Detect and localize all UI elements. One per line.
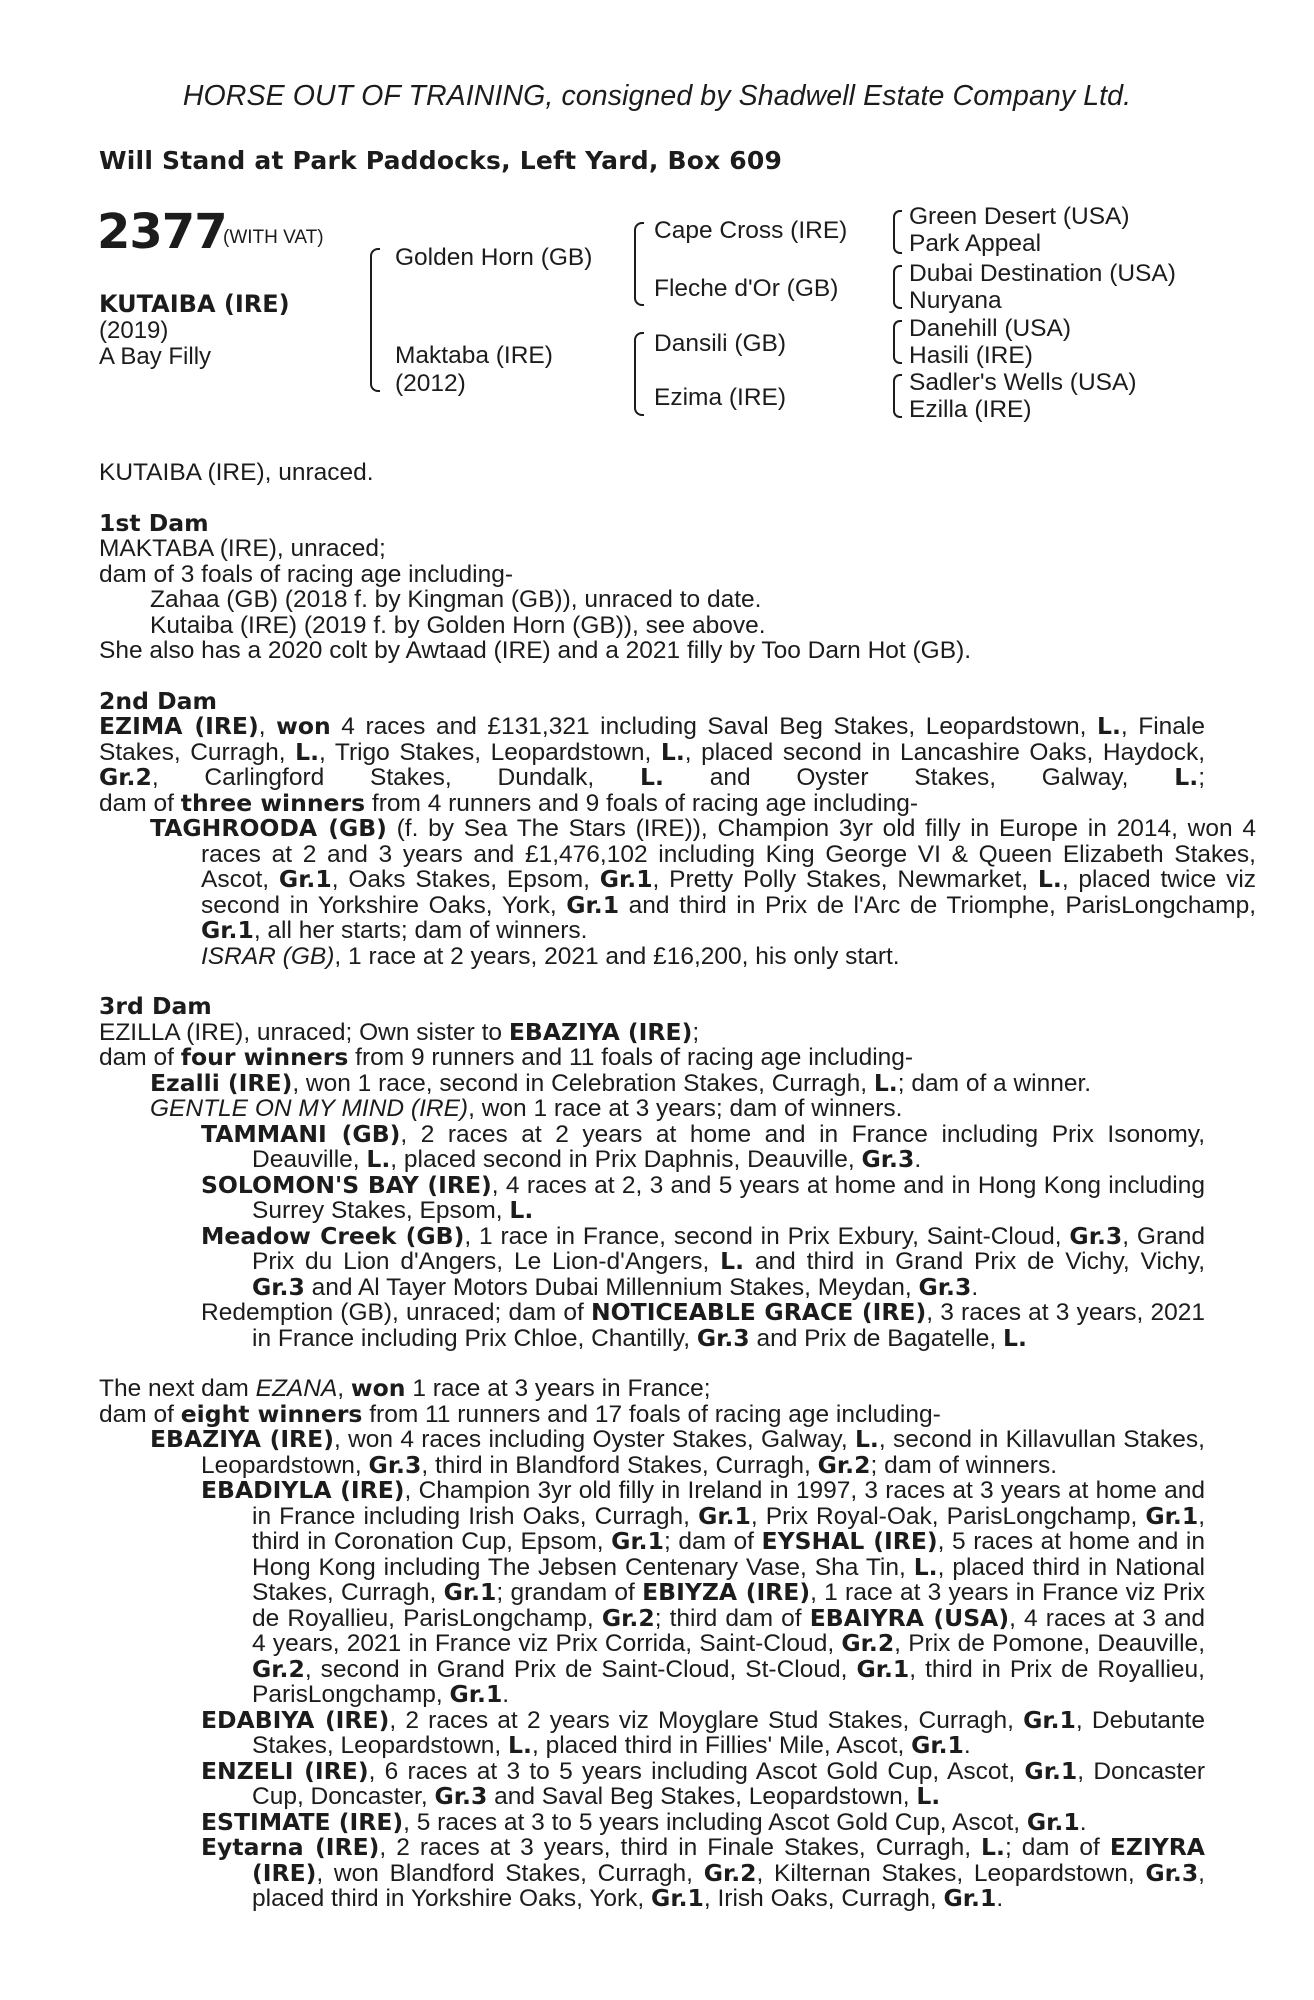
horse-name-bold: TAGHROODA (GB) (150, 814, 387, 842)
pedigree-dam-dam: Ezima (IRE) (654, 384, 787, 411)
produce-entry: ESTIMATE (IRE), 5 races at 3 to 5 years including Ascot Gold Cup, Ascot, Gr.1. (201, 1807, 1087, 1836)
first-dam-foal: Zahaa (GB) (2018 f. by Kingman (GB)), unraced to date. (150, 586, 762, 613)
second-dam-produce: dam of three winners from 4 runners and 9 foals of racing age including- (99, 788, 919, 817)
produce-entry: SOLOMON'S BAY (IRE), 4 races at 2, 3 and 5 years at home and in Hong Kong including Surrey Stakes, Epsom, L. (201, 1170, 1205, 1224)
pedigree-bracket (893, 210, 902, 254)
pedigree-g6: Hasili (IRE) (909, 342, 1033, 369)
produce-entry: EDABIYA (IRE), 2 races at 2 years viz Moyglare Stud Stakes, Curragh, Gr.1, Debutante Stakes, Leopardstown, L., placed third in Fillies' Mile, Ascot, Gr.1. (201, 1705, 1205, 1759)
third-dam-heading: 3rd Dam (99, 992, 212, 1020)
pedigree-g7: Sadler's Wells (USA) (909, 369, 1137, 396)
produce-entry: Eytarna (IRE), 2 races at 3 years, third in Finale Stakes, Curragh, L.; dam of EZIYRA (IRE), won Blandford Stakes, Curragh, Gr.2, Kilternan Stakes, Leopardstown, Gr.3, placed third in Yorkshire Oaks, York, Gr.1, Irish Oaks, Curragh, Gr.1. (201, 1833, 1205, 1912)
pedigree-g4: Nuryana (909, 287, 1002, 314)
pedigree-sire: Golden Horn (GB) (395, 244, 593, 271)
first-dam-line: dam of 3 foals of racing age including- (99, 560, 514, 588)
horse-name: KUTAIBA (IRE) (99, 290, 290, 318)
pedigree-sire-dam: Fleche d'Or (GB) (654, 275, 839, 302)
third-dam-line: EZILLA (IRE), unraced; Own sister to EBAZIYA (IRE); (99, 1017, 700, 1046)
pedigree-bracket (370, 248, 380, 392)
third-dam-produce: dam of four winners from 9 runners and 11 foals of racing age including- (99, 1043, 914, 1071)
horse-description: A Bay Filly (99, 343, 212, 370)
produce-entry: ISRAR (GB), 1 race at 2 years, 2021 and £16,200, his only start. (201, 942, 900, 970)
pedigree-dam: Maktaba (IRE) (395, 342, 553, 369)
pedigree-bracket (634, 332, 644, 416)
pedigree-bracket (893, 320, 902, 364)
pedigree-g1: Green Desert (USA) (909, 203, 1130, 230)
stand-location: Will Stand at Park Paddocks, Left Yard, Box 609 (99, 146, 783, 175)
produce-entry: TAGHROODA (GB) (f. by Sea The Stars (IRE)), Champion 3yr old filly in Europe in 2014, won 4 races at 2 and 3 years and £1,476,102 including King George VI & Queen Elizabeth Stakes, Ascot, Gr.1, Oaks Stakes, Epsom, Gr.1, Pretty Polly Stakes, Newmarket, L., placed twice viz second in Yorkshire Oaks, York, Gr.1 and third in Prix de l'Arc de Triomphe, ParisLongchamp, Gr.1, all her starts; dam of winners. (150, 814, 1257, 944)
first-dam-foal: Kutaiba (IRE) (2019 f. by Golden Horn (GB)), see above. (150, 611, 766, 639)
second-dam-entry: EZIMA (IRE), won 4 races and £131,321 including Saval Beg Stakes, Leopardstown, L., Finale Stakes, Curragh, L., Trigo Stakes, Leopardstown, L., placed second in Lancashire Oaks, Haydock, Gr.2, Carlingford Stakes, Dundalk, L. and Oyster Stakes, Galway, L.; (99, 712, 1205, 791)
pedigree-g2: Park Appeal (909, 230, 1042, 257)
produce-entry: EBADIYLA (IRE), Champion 3yr old filly in Ireland in 1997, 3 races at 3 years at home and in France including Irish Oaks, Curragh, Gr.1, Prix Royal-Oak, ParisLongchamp, Gr.1, third in Coronation Cup, Epsom, Gr.1; dam of EYSHAL (IRE), 5 races at home and in Hong Kong including The Jebsen Centenary Vase, Sha Tin, L., placed third in National Stakes, Curragh, Gr.1; grandam of EBIYZA (IRE), 1 race at 3 years in France viz Prix de Royallieu, ParisLongchamp, Gr.2; third dam of EBAIYRA (USA), 4 races at 3 and 4 years, 2021 in France viz Prix Corrida, Saint-Cloud, Gr.2, Prix de Pomone, Deauville, Gr.2, second in Grand Prix de Saint-Cloud, St-Cloud, Gr.1, third in Prix de Royallieu, ParisLongchamp, Gr.1. (201, 1476, 1205, 1708)
produce-entry: ENZELI (IRE), 6 races at 3 to 5 years including Ascot Gold Cup, Ascot, Gr.1, Doncaster Cup, Doncaster, Gr.3 and Saval Beg Stakes, Leopardstown, L. (201, 1756, 1205, 1810)
horse-name-bold: EZIMA (IRE) (99, 712, 259, 740)
pedigree-g3: Dubai Destination (USA) (909, 260, 1176, 287)
catalogue-body (99, 459, 1257, 1912)
race-summary: KUTAIBA (IRE), unraced. (99, 459, 374, 486)
pedigree-dam-year: (2012) (395, 370, 466, 397)
second-dam-heading: 2nd Dam (99, 686, 217, 715)
pedigree-bracket (634, 222, 644, 306)
pedigree-bracket (893, 374, 902, 418)
produce-entry: Ezalli (IRE), won 1 race, second in Celebration Stakes, Curragh, L.; dam of a winner. (150, 1068, 1092, 1097)
pedigree-sire-sire: Cape Cross (IRE) (654, 217, 848, 244)
pedigree-dam-sire: Dansili (GB) (654, 330, 787, 357)
consignor-line: HORSE OUT OF TRAINING, consigned by Shadwell Estate Company Ltd. (182, 80, 1132, 112)
produce-entry: Redemption (GB), unraced; dam of NOTICEABLE GRACE (IRE), 3 races at 3 years, 2021 in France including Prix Chloe, Chantilly, Gr.3 and Prix de Bagatelle, L. (201, 1298, 1205, 1352)
vat-note: (WITH VAT) (223, 227, 324, 248)
pedigree-bracket (893, 265, 902, 309)
next-dam-line: The next dam EZANA, won 1 race at 3 years in France; (99, 1374, 711, 1402)
lot-number: 2377 (97, 204, 227, 260)
pedigree-g8: Ezilla (IRE) (909, 396, 1032, 423)
first-dam-line: She also has a 2020 colt by Awtaad (IRE) and a 2021 filly by Too Darn Hot (GB). (99, 637, 972, 664)
produce-entry: GENTLE ON MY MIND (IRE), won 1 race at 3 years; dam of winners. (150, 1095, 903, 1122)
pedigree-g5: Danehill (USA) (909, 315, 1072, 342)
produce-entry: TAMMANI (GB), 2 races at 2 years at home and in France including Prix Isonomy, Deauville, L., placed second in Prix Daphnis, Deauville, Gr.3. (201, 1119, 1206, 1173)
first-dam-heading: 1st Dam (99, 508, 209, 537)
foal-year: (2019) (99, 317, 169, 344)
first-dam-line: MAKTABA (IRE), unraced; (99, 535, 386, 562)
produce-entry: EBAZIYA (IRE), won 4 races including Oyster Stakes, Galway, L., second in Killavullan Stakes, Leopardstown, Gr.3, third in Blandford Stakes, Curragh, Gr.2; dam of winners. (150, 1425, 1205, 1479)
produce-entry: Meadow Creek (GB), 1 race in France, second in Prix Exbury, Saint-Cloud, Gr.3, Grand Prix du Lion d'Angers, Le Lion-d'Angers, L. and third in Grand Prix de Vichy, Vichy, Gr.3 and Al Tayer Motors Dubai Millennium Stakes, Meydan, Gr.3. (201, 1221, 1205, 1301)
next-dam-produce: dam of eight winners from 11 runners and 17 foals of racing age including- (99, 1399, 941, 1428)
